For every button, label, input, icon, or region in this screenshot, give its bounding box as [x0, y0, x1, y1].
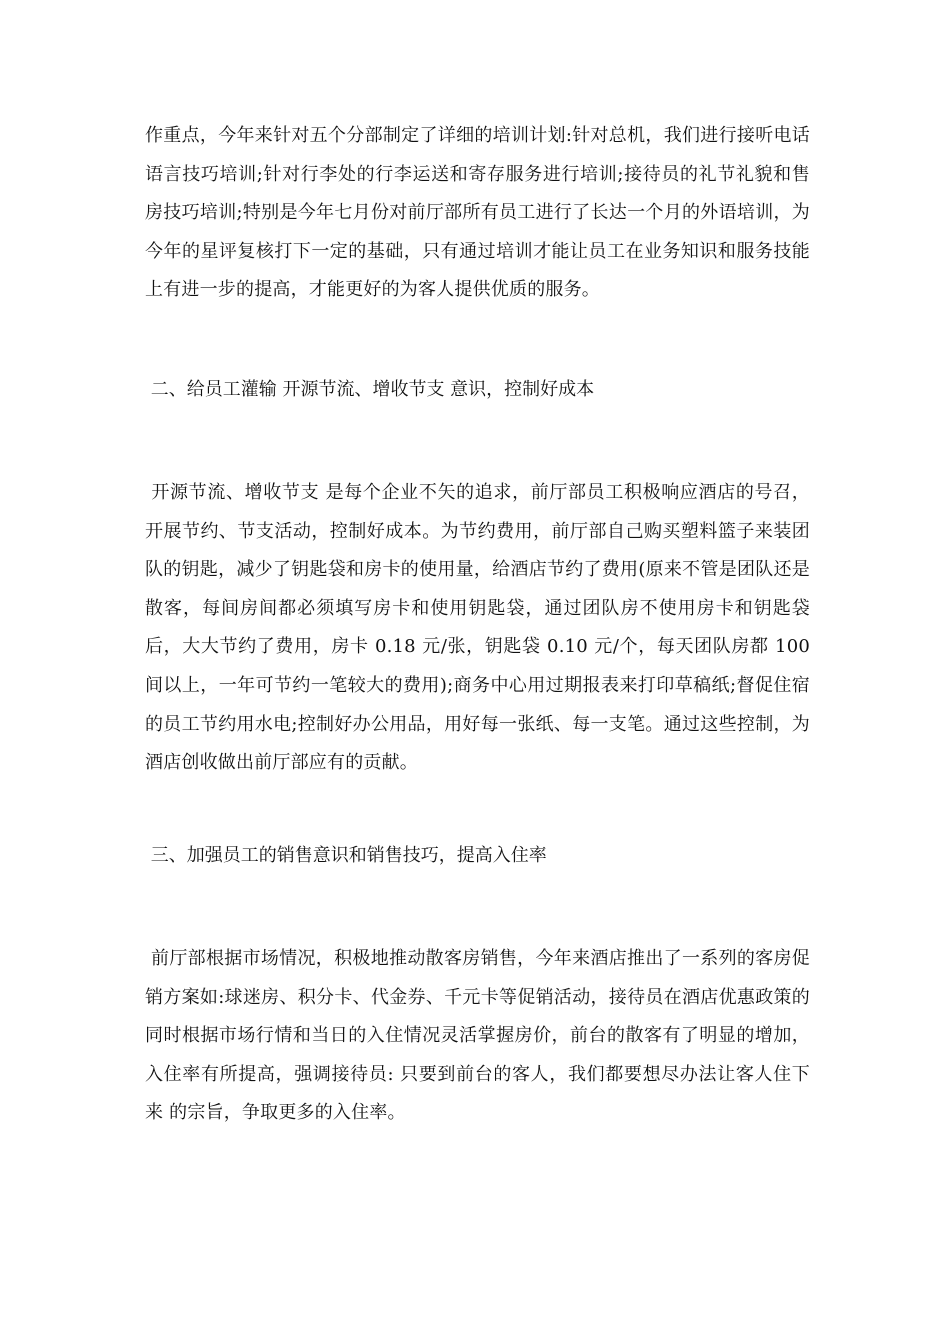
paragraph-sales: 前厅部根据市场情况，积极地推动散客房销售，今年来酒店推出了一系列的客房促销方案如:球迷房、积分卡、代金券、千元卡等促销活动，接待员在酒店优惠政策的同时根据市场行情和当日的入住情况灵活掌握房价，前台的散客有了明显的增加，入住率有所提高，强调接待员: 只要到前台的客人，我们都要想尽办法让客人住下来 的宗旨，争取更多的入住率。 [145, 948, 810, 1124]
paragraph-cost-control: 开源节流、增收节支 是每个企业不矢的追求，前厅部员工积极响应酒店的号召，开展节约、节支活动，控制好成本。为节约费用，前厅部自己购买塑料篮子来装团队的钥匙，减少了钥匙袋和房卡的使用量，给酒店节约了费用(原来不管是团队还是散客，每间房间都必须填写房卡和使用钥匙袋，通过团队房不使用房卡和钥匙袋后，大大节约了费用，房卡 0.18 元/张，钥匙袋 0.10 元/个，每天团队房都 100 间以上，一年可节约一笔较大的费用);商务中心用过期报表来打印草稿纸;督促住宿的员工节约用水电;控制好办公用品，用好每一张纸、每一支笔。通过这些控制，为酒店创收做出前厅部应有的贡献。 [145, 482, 816, 774]
paragraph-training: 作重点，今年来针对五个分部制定了详细的培训计划:针对总机，我们进行接听电话语言技巧培训;针对行李处的行李运送和寄存服务进行培训;接待员的礼节礼貌和售房技巧培训;特别是今年七月份对前厅部所有员工进行了长达一个月的外语培训，为今年的星评复核打下一定的基础，只有通过培训才能让员工在业务知识和服务技能上有进一步的提高，才能更好的为客人提供优质的服务。 [145, 125, 810, 301]
section-heading-cost-control: 二、给员工灌输 开源节流、增收节支 意识，控制好成本 [145, 379, 595, 400]
section-heading-sales: 三、加强员工的销售意识和销售技巧，提高入住率 [145, 845, 547, 866]
